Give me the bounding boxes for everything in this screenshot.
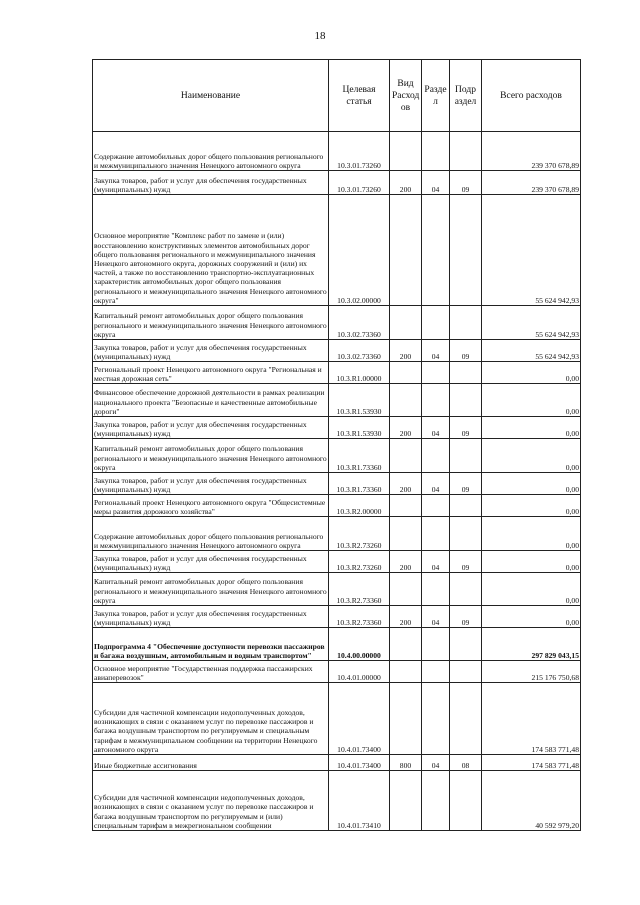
row-razdel: [422, 132, 450, 171]
table-row: [93, 132, 581, 171]
row-total: 239 370 678,89: [482, 171, 581, 195]
row-podrazdel: [450, 628, 482, 661]
row-vid: [390, 384, 422, 417]
row-name: Капитальный ремонт автомобильных дорог общего пользования регионального и межмуниципального значения Ненецкого автономного округа: [93, 306, 329, 340]
row-podrazdel: [450, 661, 482, 683]
row-name: Закупка товаров, работ и услуг для обеспечения государственных (муниципальных) нужд: [93, 606, 329, 628]
row-total: 0,00: [482, 417, 581, 439]
row-vid: 200: [390, 606, 422, 628]
row-name: Закупка товаров, работ и услуг для обеспечения государственных (муниципальных) нужд: [93, 551, 329, 573]
budget-table: [92, 59, 581, 831]
row-vid: [390, 661, 422, 683]
row-total: 0,00: [482, 606, 581, 628]
row-total: 0,00: [482, 573, 581, 606]
row-name: Закупка товаров, работ и услуг для обеспечения государственных (муниципальных) нужд: [93, 171, 329, 195]
row-podrazdel: [450, 683, 482, 755]
row-vid: 800: [390, 755, 422, 771]
header-subsection: Подр аздел: [450, 60, 482, 132]
row-total: 0,00: [482, 439, 581, 473]
table-row: [93, 683, 581, 755]
row-name: Содержание автомобильных дорог общего пользования регионального и межмуниципального значения Ненецкого автономного округа: [93, 132, 329, 171]
row-code: 10.3.02.73360: [329, 340, 390, 362]
row-name: Основное мероприятие "Комплекс работ по замене и (или) восстановлению конструктивных элементов автомобильных дорог общего пользования регионального и межмуниципального значения Ненецкого автономного округа, дорожных сооружений и (или) их частей, а также по восстановлению транспортно-эксплуатационных характеристик автомобильных дорог общего пользования регионального и межмуниципального значения Ненецкого автономного округа": [93, 195, 329, 306]
row-razdel: [422, 771, 450, 831]
table-header-row: [93, 60, 581, 132]
row-razdel: [422, 661, 450, 683]
row-total: 239 370 678,89: [482, 132, 581, 171]
row-vid: [390, 195, 422, 306]
table-row: [93, 417, 581, 439]
row-code: 10.3.02.73360: [329, 306, 390, 340]
row-razdel: [422, 517, 450, 551]
row-vid: 200: [390, 171, 422, 195]
row-vid: 200: [390, 417, 422, 439]
row-code: 10.3.R1.73360: [329, 473, 390, 495]
row-podrazdel: 09: [450, 606, 482, 628]
row-razdel: [422, 573, 450, 606]
row-code: 10.4.00.00000: [329, 628, 390, 661]
row-vid: [390, 306, 422, 340]
row-razdel: [422, 439, 450, 473]
row-razdel: [422, 306, 450, 340]
row-podrazdel: 08: [450, 755, 482, 771]
row-code: 10.3.R2.73360: [329, 573, 390, 606]
row-vid: [390, 495, 422, 517]
row-total: 0,00: [482, 384, 581, 417]
table-row: [93, 195, 581, 306]
row-total: 215 176 750,68: [482, 661, 581, 683]
row-code: 10.3.R2.73260: [329, 517, 390, 551]
table-row: [93, 384, 581, 417]
row-razdel: 04: [422, 340, 450, 362]
row-code: 10.4.01.73400: [329, 683, 390, 755]
row-vid: 200: [390, 340, 422, 362]
table-row: [93, 439, 581, 473]
row-name: Капитальный ремонт автомобильных дорог общего пользования регионального и межмуниципального значения Ненецкого автономного округа: [93, 573, 329, 606]
row-name: Закупка товаров, работ и услуг для обеспечения государственных (муниципальных) нужд: [93, 473, 329, 495]
table-row: [93, 628, 581, 661]
table-row: [93, 661, 581, 683]
row-total: 0,00: [482, 362, 581, 384]
row-razdel: [422, 195, 450, 306]
row-name: Основное мероприятие "Государственная поддержка пассажирских авиаперевозок": [93, 661, 329, 683]
table-row: [93, 771, 581, 831]
row-razdel: [422, 495, 450, 517]
row-code: 10.4.01.73400: [329, 755, 390, 771]
table-row: [93, 306, 581, 340]
row-total: 0,00: [482, 495, 581, 517]
row-code: 10.3.R2.73360: [329, 606, 390, 628]
row-total: 0,00: [482, 517, 581, 551]
row-vid: [390, 517, 422, 551]
table-row: [93, 551, 581, 573]
row-razdel: [422, 683, 450, 755]
row-podrazdel: 09: [450, 417, 482, 439]
table-row: [93, 171, 581, 195]
row-podrazdel: [450, 771, 482, 831]
row-podrazdel: 09: [450, 340, 482, 362]
row-total: 0,00: [482, 551, 581, 573]
row-podrazdel: 09: [450, 171, 482, 195]
table-row: [93, 495, 581, 517]
row-total: 55 624 942,93: [482, 195, 581, 306]
row-code: 10.3.R1.53930: [329, 417, 390, 439]
row-podrazdel: 09: [450, 551, 482, 573]
row-name: Закупка товаров, работ и услуг для обеспечения государственных (муниципальных) нужд: [93, 340, 329, 362]
row-vid: [390, 771, 422, 831]
row-code: 10.4.01.73410: [329, 771, 390, 831]
row-razdel: [422, 362, 450, 384]
row-code: 10.3.02.00000: [329, 195, 390, 306]
header-name: Наименование: [93, 60, 329, 132]
row-razdel: 04: [422, 551, 450, 573]
row-razdel: [422, 628, 450, 661]
row-vid: [390, 362, 422, 384]
row-vid: [390, 683, 422, 755]
row-name: Региональный проект Ненецкого автономного округа "Общесистемные меры развития дорожного хозяйства": [93, 495, 329, 517]
page-number: 18: [314, 30, 326, 42]
row-podrazdel: [450, 439, 482, 473]
table-row: [93, 473, 581, 495]
row-podrazdel: [450, 362, 482, 384]
table-row: [93, 573, 581, 606]
table-row: [93, 340, 581, 362]
row-total: 174 583 771,48: [482, 683, 581, 755]
row-name: Содержание автомобильных дорог общего пользования регионального и межмуниципального значения Ненецкого автономного округа: [93, 517, 329, 551]
row-name: Закупка товаров, работ и услуг для обеспечения государственных (муниципальных) нужд: [93, 417, 329, 439]
row-vid: [390, 573, 422, 606]
row-razdel: 04: [422, 755, 450, 771]
row-razdel: 04: [422, 606, 450, 628]
table-row: [93, 606, 581, 628]
row-name: Субсидии для частичной компенсации недополученных доходов, возникающих в связи с оказанием услуг по перевозке пассажиров и багажа воздушным транспортом по регулируемым и (или) специальным тарифам в межрегиональном сообщении: [93, 771, 329, 831]
row-code: 10.3.01.73260: [329, 171, 390, 195]
row-podrazdel: [450, 306, 482, 340]
table-row: [93, 362, 581, 384]
row-name: Финансовое обеспечение дорожной деятельности в рамках реализации национального проекта "Безопасные и качественные автомобильные дороги": [93, 384, 329, 417]
row-code: 10.3.R1.73360: [329, 439, 390, 473]
row-razdel: [422, 384, 450, 417]
row-vid: 200: [390, 473, 422, 495]
row-total: 55 624 942,93: [482, 306, 581, 340]
table-row: [93, 517, 581, 551]
row-code: 10.4.01.00000: [329, 661, 390, 683]
header-section: Разде л: [422, 60, 450, 132]
header-expense-type: Вид Расход ов: [390, 60, 422, 132]
row-podrazdel: 09: [450, 473, 482, 495]
row-total: 55 624 942,93: [482, 340, 581, 362]
row-name: Капитальный ремонт автомобильных дорог общего пользования регионального и межмуниципального значения Ненецкого автономного округа: [93, 439, 329, 473]
row-total: 297 829 043,15: [482, 628, 581, 661]
row-code: 10.3.R1.00000: [329, 362, 390, 384]
row-code: 10.3.R2.73260: [329, 551, 390, 573]
row-total: 40 592 979,20: [482, 771, 581, 831]
row-total: 0,00: [482, 473, 581, 495]
row-razdel: 04: [422, 473, 450, 495]
row-name: Подпрограмма 4 "Обеспечение доступности перевозки пассажиров и багажа воздушным, автомобильным и водным транспортом": [93, 628, 329, 661]
row-podrazdel: [450, 132, 482, 171]
header-target-article: Целевая статья: [329, 60, 390, 132]
row-podrazdel: [450, 195, 482, 306]
row-podrazdel: [450, 384, 482, 417]
row-podrazdel: [450, 517, 482, 551]
header-total: Всего расходов: [482, 60, 581, 132]
row-vid: [390, 132, 422, 171]
row-vid: [390, 439, 422, 473]
row-code: 10.3.R2.00000: [329, 495, 390, 517]
row-name: Региональный проект Ненецкого автономного округа "Региональная и местная дорожная сеть": [93, 362, 329, 384]
row-razdel: 04: [422, 417, 450, 439]
row-podrazdel: [450, 573, 482, 606]
row-razdel: 04: [422, 171, 450, 195]
row-total: 174 583 771,48: [482, 755, 581, 771]
row-name: Иные бюджетные ассигнования: [93, 755, 329, 771]
row-code: 10.3.R1.53930: [329, 384, 390, 417]
row-podrazdel: [450, 495, 482, 517]
row-vid: 200: [390, 551, 422, 573]
row-code: 10.3.01.73260: [329, 132, 390, 171]
table-row: [93, 755, 581, 771]
row-vid: [390, 628, 422, 661]
row-name: Субсидии для частичной компенсации недополученных доходов, возникающих в связи с оказанием услуг по перевозке пассажиров и багажа воздушным транспортом по регулируемым и специальным тарифам в межмуниципальном сообщении на территории Ненецкого автономного округа: [93, 683, 329, 755]
